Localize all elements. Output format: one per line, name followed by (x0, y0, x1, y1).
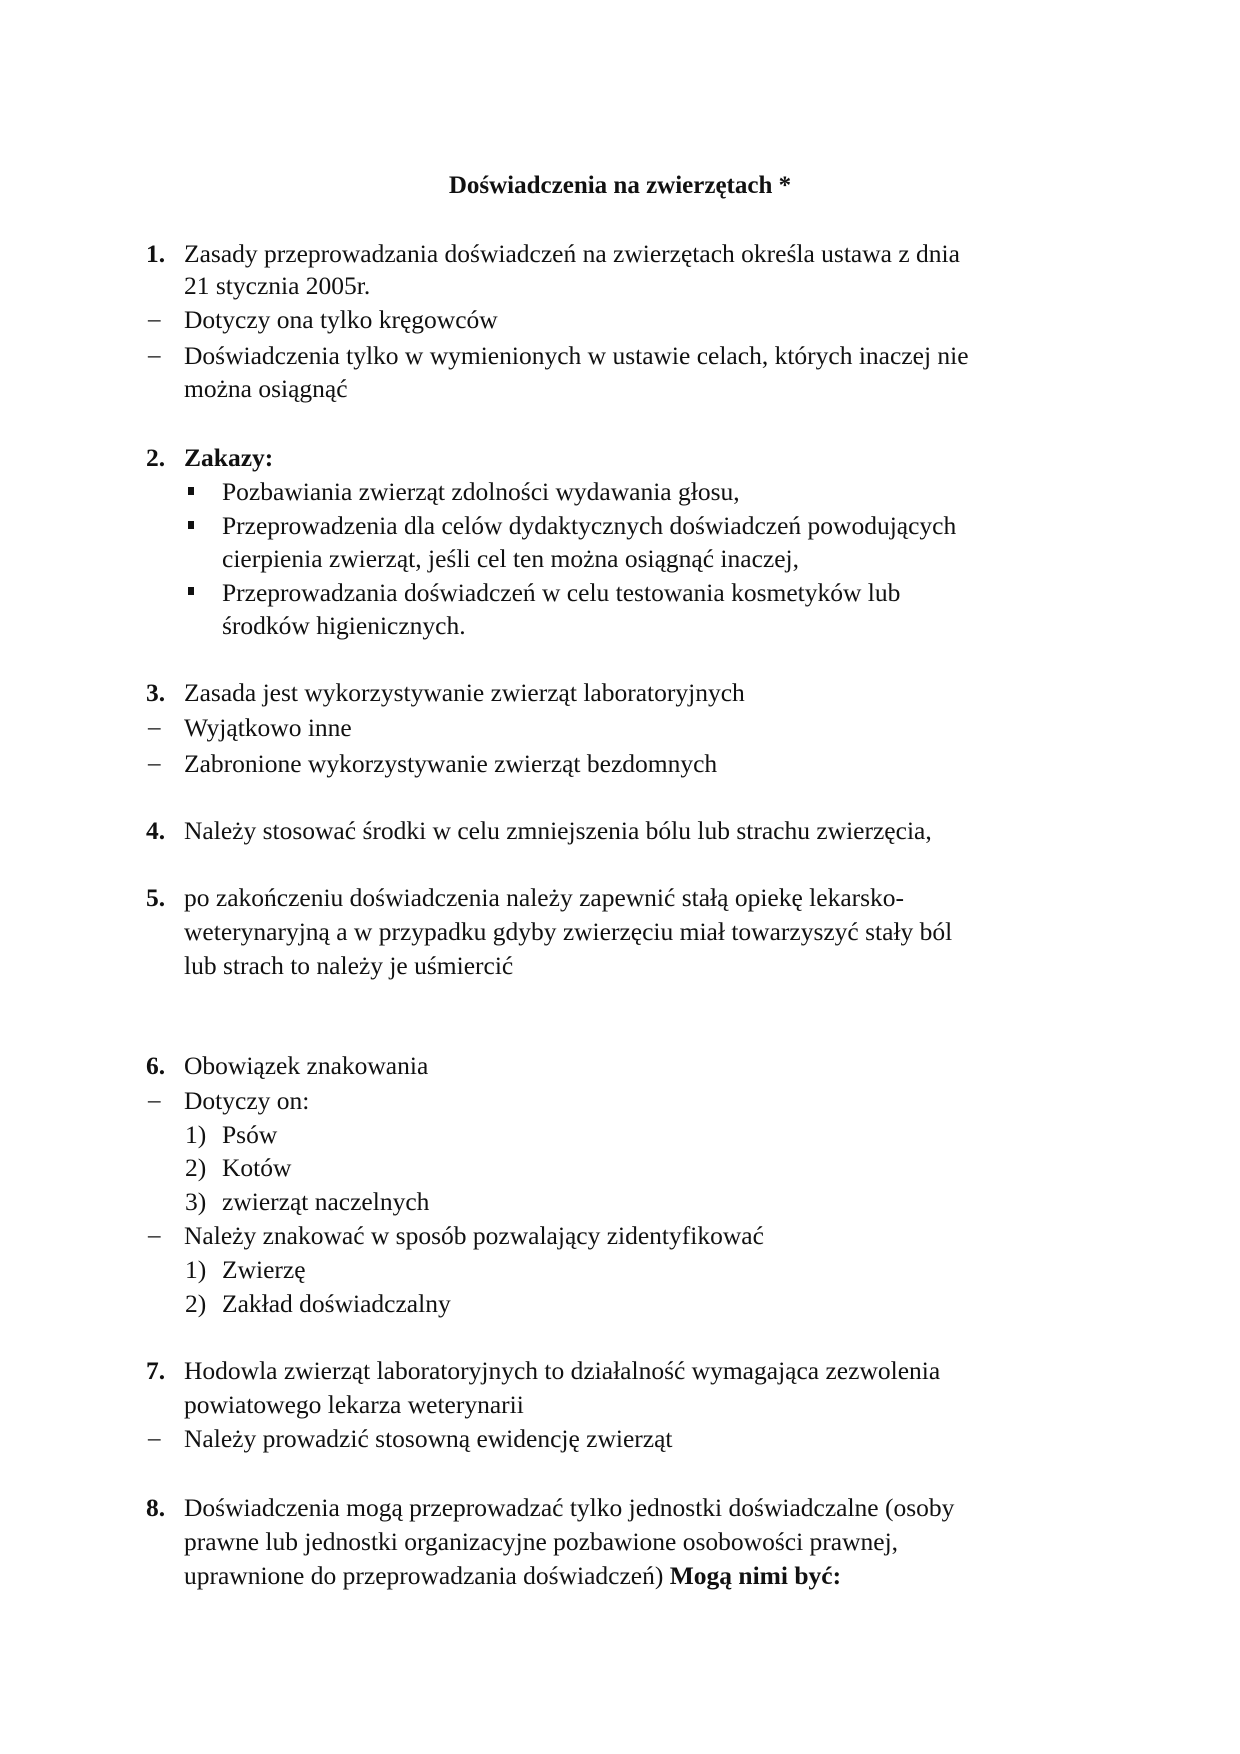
ordered-item: Zakład doświadczalny (222, 1289, 451, 1318)
dash-icon: – (148, 306, 161, 333)
bullet-icon (188, 487, 194, 495)
section-text: Zasada jest wykorzystywanie zwierząt laboratoryjnych (184, 678, 745, 707)
ordered-item: zwierząt naczelnych (222, 1187, 430, 1216)
section-text: Hodowla zwierząt laboratoryjnych to działalność wymagająca zezwolenia (184, 1356, 941, 1385)
ordered-number: 3) (185, 1187, 207, 1216)
dash-icon: – (148, 750, 161, 777)
section-text: Doświadczenia mogą przeprowadzać tylko jednostki doświadczalne (osoby (184, 1493, 955, 1522)
dash-icon: – (148, 1425, 161, 1452)
section-text: po zakończeniu doświadczenia należy zapewnić stałą opiekę lekarsko- (184, 883, 905, 912)
section-text: Obowiązek znakowania (184, 1051, 429, 1080)
section-text: weterynaryjną a w przypadku gdyby zwierzęciu miał towarzyszyć stały ból (184, 917, 953, 946)
dash-icon: – (148, 1087, 161, 1114)
dash-item: Zabronione wykorzystywanie zwierząt bezdomnych (184, 749, 718, 778)
page-title: Doświadczenia na zwierzętach * (448, 172, 792, 199)
dash-item: można osiągnąć (184, 374, 348, 403)
bullet-item: cierpienia zwierząt, jeśli cel ten można osiągnąć inaczej, (222, 544, 799, 573)
section-number: 2. (146, 443, 166, 472)
section-text: Należy stosować środki w celu zmniejszenia bólu lub strachu zwierzęcia, (184, 816, 932, 845)
bullet-icon (188, 587, 194, 595)
ordered-item: Psów (222, 1120, 278, 1149)
section-number: 4. (146, 816, 166, 845)
dash-icon: – (148, 714, 161, 741)
section-number: 6. (146, 1051, 166, 1080)
ordered-number: 1) (185, 1255, 207, 1284)
section-number: 1. (146, 239, 166, 268)
section-heading: Zakazy: (184, 443, 274, 472)
dash-item: Doświadczenia tylko w wymienionych w ustawie celach, których inaczej nie (184, 341, 969, 370)
dash-icon: – (148, 342, 161, 369)
section-text: lub strach to należy je uśmiercić (184, 951, 514, 980)
dash-item: Należy znakować w sposób pozwalający zidentyfikować (184, 1221, 764, 1250)
ordered-item: Zwierzę (222, 1255, 306, 1284)
section-text: Zasady przeprowadzania doświadczeń na zwierzętach określa ustawa z dnia (184, 239, 960, 268)
section-text: prawne lub jednostki organizacyjne pozbawione osobowości prawnej, (184, 1527, 899, 1556)
bold-text: Mogą nimi być: (669, 1561, 842, 1590)
bullet-item: Pozbawiania zwierząt zdolności wydawania głosu, (222, 477, 740, 506)
section-text: uprawnione do przeprowadzania doświadczeń) (184, 1561, 664, 1590)
dash-icon: – (148, 1222, 161, 1249)
dash-item: Dotyczy ona tylko kręgowców (184, 305, 498, 334)
section-number: 8. (146, 1493, 166, 1522)
section-number: 5. (146, 883, 166, 912)
ordered-number: 1) (185, 1120, 207, 1149)
ordered-number: 2) (185, 1289, 207, 1318)
bullet-icon (188, 521, 194, 529)
dash-item: Wyjątkowo inne (184, 713, 352, 742)
bullet-item: środków higienicznych. (222, 611, 466, 640)
section-number: 7. (146, 1356, 166, 1385)
section-number: 3. (146, 678, 166, 707)
ordered-item: Kotów (222, 1153, 292, 1182)
ordered-number: 2) (185, 1153, 207, 1182)
section-text: 21 stycznia 2005r. (184, 271, 371, 300)
dash-item: Dotyczy on: (184, 1086, 310, 1115)
bullet-item: Przeprowadzania doświadczeń w celu testowania kosmetyków lub (222, 578, 901, 607)
dash-item: Należy prowadzić stosowną ewidencję zwierząt (184, 1424, 673, 1453)
section-text-with-bold (184, 1559, 841, 1592)
bullet-item: Przeprowadzenia dla celów dydaktycznych doświadczeń powodujących (222, 511, 957, 540)
section-text: powiatowego lekarza weterynarii (184, 1390, 524, 1419)
